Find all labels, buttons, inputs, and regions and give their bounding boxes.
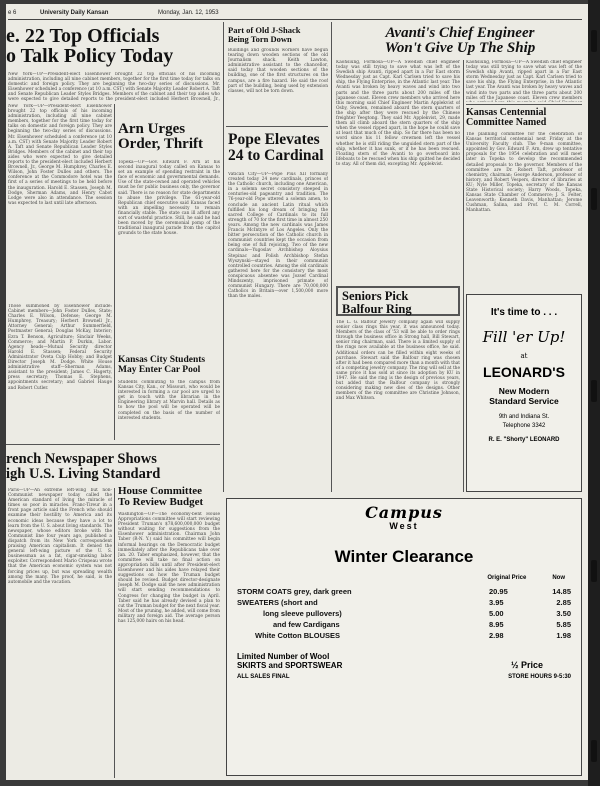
clearance-title: Winter Clearance (334, 547, 474, 566)
campus-brand: Campus (365, 503, 443, 522)
body-avanti: Kaohsiung, Formosa—UP—A Swedish chief engineer today was still trying to save what was left of the Swedish ship Avanti, ripped apart in a Far East storm Wednesday just as Capt. Karl Carlsen tried to save his ship, the Flying Enterprise, in the Atlantic last year. The Avanti was broken by heavy waves and wind into two parts and the three parts about 200 miles off the Japanese coast. Eleven crew members who arrived here this morning said Chief Engineer Martin Applekvist of Osby, Sweden, remained aboard the stern quarters of the ship after they were rescued by the Chinese freighter Yeegtong. They said Mr. Applekvist, 29, made them all climb aboard the stern quarters of the ship when the vessel ripped apart, in the hope he could save at least that much of the ship. So far there has been no word since his 11 fellow crewmen left the vessel whether he is still riding the unguided stern part of the ship, whether it has sunk, or if he has been rescued. Floating stern of the Avanti to go overboard into lifeboats to be rescued when his ship quitted he decided to stay. All of them did, excepting Mr. Applekvist. (336, 60, 460, 167)
headline-centennial: Kansas Centennial Committee Named (466, 107, 547, 128)
now-price-header: Now (552, 575, 565, 581)
leonard-address: 9th and Indiana St. (498, 414, 550, 420)
leonard-owner: R. E. "Shorty" LEONARD (488, 437, 560, 443)
headline-arn-urges: Arn Urges Order, Thrift (118, 121, 203, 152)
page-number: e 6 (8, 10, 17, 16)
body-french-newspaper: Paris—UP—An extreme left-wing but non-Communist newspaper today called the American standard of living the miracle of times so poor in miracles. Franc-Tireur in a front page article said the French who should examine their hostility to America and its economic ideas because they have a lot to learn from the U. S. about living standards. The newspaper, whose editors broke with the Communist line four years ago, published a dispatch from its New York correspondent praising American capitalism. It denied the general left-wing picture of the U. S. businessman as a fat, cigar-smoking labor exploiter. Correspondent Mario Crispeau wrote that the American economic system was not forcing prices up, but was spreading wealth among the many. The proof, he said, is the automobile and the vacation. (8, 488, 112, 585)
body-house-committee: Washington—UP—The economy-bent House Appropriations committee will start reviewing President Truman's $78,600,000,000 budget without waiting for suggestions from the Eisenhower administration. Chairman John Taber (R-N. Y.) said his committee will begin informal hearings on the Democratic budget immediately after the Republicans take over Jan. 20. Taber emphasized, however, that the committee will take no final action on appropriation bills until after President-elect Eisenhower and his aides have relayed their suggestions on how the Truman budget should be revised. Budget director-designate Joseph M. Dodge said the new administration will start sending recommendations to Congress for changing the budget in April. Taber said he has already devised a plan to cut the Truman budget for the next fiscal year. Most of the pruning, he added, will come from military and foreign aid. The average person has 125,000 hairs on his head. (118, 512, 220, 624)
limited-line: Limited Number of Wool (237, 652, 330, 661)
headline-avanti: Avanti's Chief Engineer Won't Give Up The Ship (384, 25, 536, 56)
original-price-header: Original Price (487, 575, 527, 581)
leonard-phone: Telephone 3342 (502, 423, 546, 429)
body-j-shack: Buildings and grounds workers have begun tearing down wooden sections of the old Journalism shack. Keith Lawton, administrative assistant to the chancellor, said today that wooden sections of the building, one of the first structures on the campus, are a fire hazard. He said the roof part of the building, being used by extension classes, will not be torn down. (228, 48, 328, 94)
binding-hole (591, 560, 597, 582)
clearance-items (237, 587, 571, 642)
body-centennial: The planning committee for the celebration of Kansas territorial centennial next Friday at the University Faculty club. The 9-man committee, appointed by Gov. Edward F. Arn, drew up tentative proposals for the 1954 celebration and will meet later in Topeka to develop the recommended detailed proposals to the governor. Members of the committee are Dr. Robert Taft, professor of chemistry, chairman; George Anderson, professor of history, and Robert Vespers, director of libraries at KU; Nyle Miller, Topeka, secretary of the Kansas State Historical society; Harry Woods, Topeka, Kansas State Chamber of Commerce; J. S. Felter, Leavenworth; Kenneth Davis, Manhattan; Jerome Cushman, Salina, and Prof. C. M. Correll, Manhattan. (466, 132, 582, 214)
seniors-headline-box (336, 286, 460, 316)
ad-leonard (466, 294, 582, 492)
divider (226, 126, 328, 127)
leonard-at: at (520, 352, 528, 360)
body-avanti-cont: Kaohsiung, Formosa—UP—A Swedish chief engineer today was still trying to save what was left of the Swedish ship Avanti, ripped apart in a Far East storm Wednesday just as Capt. Karl Carlsen tried to save his ship, the Flying Enterprise, in the Atlantic last year. The Avanti was broken by heavy waves and wind into two parts and the three parts about 200 miles off the Japanese coast. Eleven crew members (466, 60, 582, 101)
body-pope-elevates: Vatican City—UP—Pope Pius XII formally created today 24 new cardinals, princes of the Catholic church, including one American, in a solemn secret consistory steeped in centuries-old pageantry and tradition. The 76-year-old Pope uttered a solemn amen, to conclude an ancient Latin ritual which fulfilled his long dream of bringing the sacred College of Cardinals to its full strength of 70 for the first time in almost 250 years. Among the new cardinals was James Francis McIntyre of Los Angeles. Only the bitter persecution of the Catholic church in communist countries kept the occasion from being one of full rejoicing. Two of the new cardinals—Yugoslav Archbishop Aloysius Stepinac and Polish Archbishop Stefan Wyszynski—stayed in their communist controlled countries. Among the old cardinals gathered here for the consistory the most conspicuous absentee was Jozsef Cardinal Mindszenty, imprisoned primate of communist Hungary. There are 70,000,000 Catholics in Britain—over 1,500,000 more than the males. (228, 172, 328, 300)
issue-date: Monday, Jan. 12, 1953 (158, 10, 219, 16)
column-rule (114, 488, 115, 778)
binding-hole (591, 740, 597, 762)
clearance-item: White Cotton BLOUSES 2.98 1.98 (255, 631, 571, 640)
skirts-line: SKIRTS and SPORTSWEAR (237, 661, 343, 670)
column-rule (331, 22, 332, 492)
divider (466, 104, 582, 105)
binding-hole (591, 188, 597, 210)
leonard-line2: Standard Service (489, 396, 559, 406)
column-rule (463, 60, 464, 492)
clearance-item: SWEATERS (short and 3.95 2.85 (237, 598, 571, 607)
ad-campus-west (226, 498, 582, 776)
headline-car-pool: Kansas City Students May Enter Car Pool (118, 355, 206, 375)
binding-edge (588, 0, 600, 786)
masthead (8, 10, 582, 20)
body-top-officials-lead: New York—UP—President-elect Eisenhower brought 22 top officials of his incoming administration, including all nine cabinet members, together for the first time today for talks on domestic and foreign policy. They are beginning the two-day series of discussions. Mr. Eisenhower scheduled a conference (at 10 a.m. CST) with Senate Majority Leader Robert A. Taft and Senate Republican Leader Styles Bridges. Members of the cabinet and their top aides who were expected to give detailed reports to the president-elect included Herbert Brownell, Jr., (8, 72, 220, 102)
leonard-script: Fill 'er Up! (482, 328, 566, 346)
column-rule (223, 22, 224, 492)
leonard-tagline: It's time to . . . (490, 307, 558, 318)
newspaper-page (6, 4, 588, 780)
body-top-officials: New York—UP—President-elect Eisenhower brought 22 top officials of his incoming administration, including all nine cabinet members, together for the first time today for talks on domestic and foreign policy. They are beginning the two-day series of discussions. Mr. Eisenhower scheduled a conference (at 10 a.m. CST) with Senate Majority Leader Robert A. Taft and Senate Republican Leader Styles Bridges. Members of the cabinet and their top aides who were expected to give detailed reports to the president-elect included Herbert Brownell, Jr., George M. Humphrey, Charles E. Wilson, John Foster Dulles and others. The conference at the Commodore hotel was the first of a series of meetings to be held before the inauguration. Harold E. Stassen, Joseph M. Dodge, Sherman Adams, and Henry Cabot Lodge were also in attendance. The session was expected to last until late afternoon. (8, 104, 112, 206)
leonard-line1: New Modern (498, 386, 550, 396)
headline-seniors-ring: Seniors Pick Balfour Ring (342, 289, 412, 316)
campus-brand2: West (389, 521, 419, 531)
column-rule (114, 104, 115, 440)
divider (6, 444, 220, 445)
binding-hole (591, 380, 597, 402)
headline-house-committee: House Committee To Review Budget (118, 485, 204, 508)
paper-name: University Daily Kansan (40, 10, 109, 16)
body-arn-urges: Topeka—UP—Gov. Edward F. Arn at his second inaugural today called on Kansas to set an example of spending restraint in the face of economic and governmental demands. Use of the state-owned and operated vehicles must be for public business only, the governor said. There is no reason for state departments to abuse the privilege. The 61-year-old Republican chief executive said Kansas faced with an impelling necessity to remain financially stable. The state can ill afford any sort of wasteful practice. Still, he said he had been moved by the ceremonial pomp of the traditional inaugural parade from the capitol grounds to the state house. (118, 160, 220, 237)
half-price: ½ Price (510, 660, 543, 670)
headline-j-shack: Part of Old J-Shack Being Torn Down (228, 25, 301, 44)
headline-top-officials: e. 22 Top Officials o Talk Policy Today (6, 25, 174, 67)
clearance-item: STORM COATS grey, dark green 20.95 14.85 (237, 587, 571, 596)
body-top-officials-list: Those summoned by Eisenhower include: Cabinet members—John Foster Dulles, State; Charles E. Wilson, Defense; George M. Humphrey, Treasury; Herbert Brownell Jr., Attorney General; Arthur Summerfield, Postmaster General; Douglas McKay, Interior; Ezra T. Benson, Agriculture; Sinclair Weeks, Commerce; and Martin P. Durkin, Labor. Agency heads—Mutual Security director Harold E. Stassen; Federal Security Administrator Oveta Culp Hobby; and Budget Director Joseph M. Dodge. White House administrative staff—Sherman Adams, assistant to the president; James C. Hagerty, press secretary; Thomas E. Stephens, appointments secretary; and Gabriel Hauge and Robert Cutler. (8, 304, 112, 391)
store-hours: STORE HOURS 9-5:30 (508, 674, 571, 680)
headline-pope-elevates: Pope Elevates 24 to Cardinal (228, 131, 324, 164)
body-seniors-ring: The L. G. Balfour Jewelry company again will supply senior class rings this year, it was announced today. Members of the class of '53 will be able to order rings through the business office in Strong hall, Bill Stewart, senior ring chairman, said. There is a limited supply of the rings now available at the business office, he said. Additional orders can be filled within eight weeks of purchase. Stewart said the Balfour ring was chosen after it had been compared more than a month with that of a competing jewelry company. The ring will sell at the same price it has sold at since its adoption by KU in 1947. He said the ring is the design of previous years, but added that the Balfour company is strongly considering making new dies of the designs. Other members of the ring committee are Christine Johnson, and Max Whitson. (336, 320, 460, 402)
leonard-name: LEONARD'S (483, 364, 565, 380)
body-car-pool: Students commuting to the campus from Kansas City, Kan., or Missouri, who would be interested in forming a car pool are urged to get in touch with the librarian in the Engineering library at Marvin hall. Details as to how the pool will be operated will be completed on the basis of the number of interested students. (118, 380, 220, 421)
clearance-item: and few Cardigans 8.95 5.85 (273, 620, 571, 629)
binding-hole (591, 30, 597, 52)
clearance-item: long sleeve pullovers) 5.00 3.50 (263, 609, 571, 618)
sales-final: ALL SALES FINAL (237, 674, 290, 680)
headline-french-newspaper: rench Newspaper Shows igh U.S. Living Standard (6, 451, 161, 482)
